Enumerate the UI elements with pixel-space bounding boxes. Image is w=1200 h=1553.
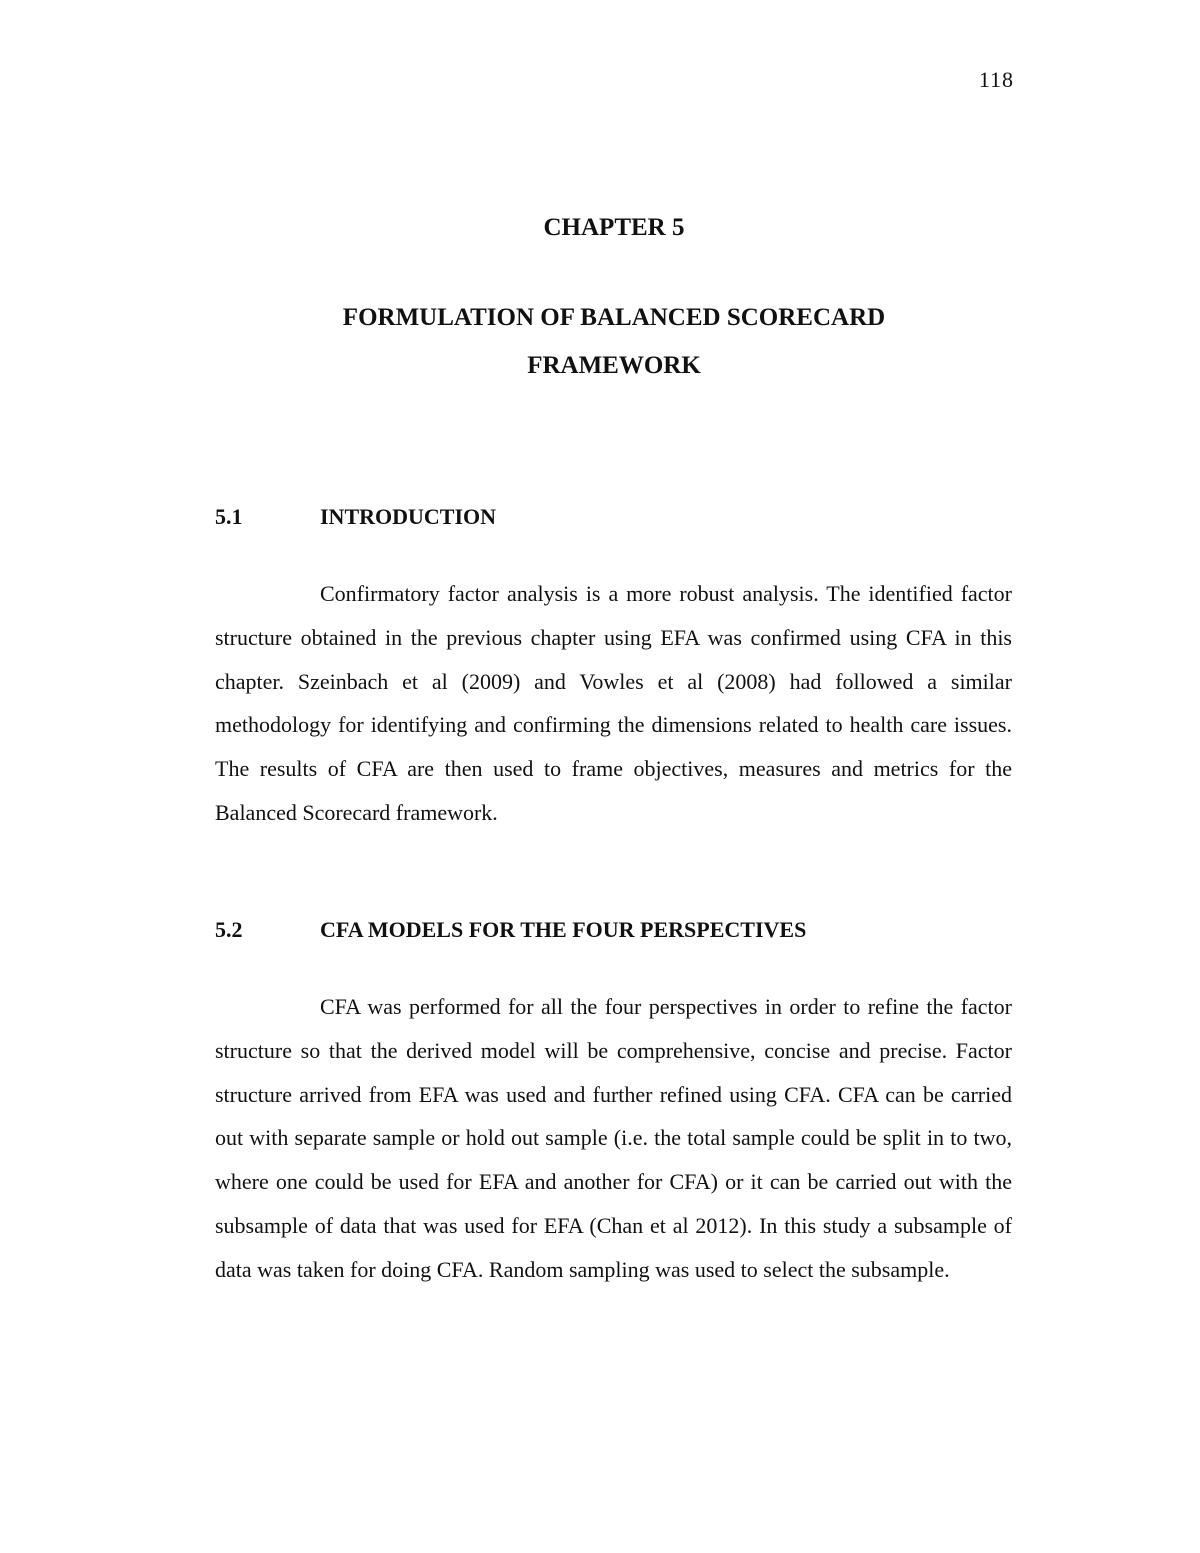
chapter-title <box>0 294 1200 390</box>
introduction-paragraph: Confirmatory factor analysis is a more robust analysis. The identified factor structure obtained in the previous chapter using EFA was confirmed using CFA in this chapter. Szeinbach et al (2009) and Vowles et al (2008) had followed a similar methodology for identifying and confirming the dimensions related to health care issues. The results of CFA are then used to frame objectives, measures and metrics for the Balanced Scorecard framework. <box>215 581 1012 825</box>
section-title: INTRODUCTION <box>320 504 497 529</box>
section-number: 5.1 <box>215 504 243 529</box>
page-number: 118 <box>978 67 1014 92</box>
section-number: 5.2 <box>215 917 243 942</box>
chapter-title-line-2: FRAMEWORK <box>527 352 701 379</box>
section-heading-cfa-models <box>215 914 1015 946</box>
cfa-models-paragraph: CFA was performed for all the four perspectives in order to refine the factor structure so that the derived model will be comprehensive, concise and precise. Factor structure arrived from EFA was used and further refined using CFA. CFA can be carried out with separate sample or hold out sample (i.e. the total sample could be split in to two, where one could be used for EFA and another for CFA) or it can be carried out with the subsample of data that was used for EFA (Chan et al 2012). In this study a subsample of data was taken for doing CFA. Random sampling was used to select the subsample. <box>215 994 1012 1282</box>
section-heading-introduction <box>215 501 1015 533</box>
chapter-label: CHAPTER 5 <box>543 214 685 241</box>
chapter-title-line-1: FORMULATION OF BALANCED SCORECARD <box>342 304 886 331</box>
section-title: CFA MODELS FOR THE FOUR PERSPECTIVES <box>320 917 807 942</box>
